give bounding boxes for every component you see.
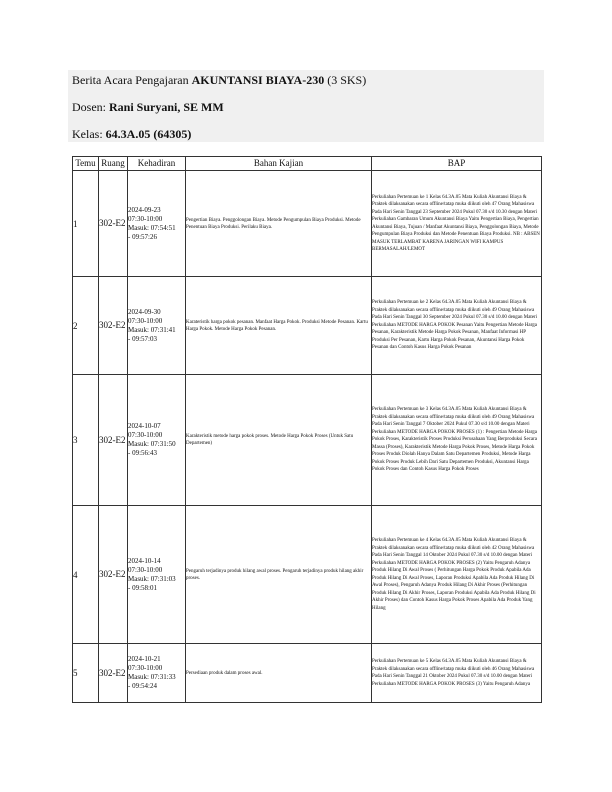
bap-text: Perkuliahan Pertemuan ke 3 Kelas 64.3A.05 Mata Kuliah Akuntansi Biaya & Praktek dilaksanakan secara offline/tatap muka diikuti oleh 49 Orang Mahasiswa Pada Hari Senin Tanggal 7 Oktober 2024 Pukul 07.30 s/d 10.00 dengan Materi Perkuliahan METODE HARGA POKOK PROSES (1) : Pengertian Metode Harga Pokok Proses, Karakteristik Proses Produksi Perusahaan Yang Berproduksi Secara Massa (Proses), Karakteristik Metode Harga Pokok Proses, Metode Harga Pokok Proses Produk Diolah Hanya Dalam Satu Departemen Produksi, Metode Harga Pokok Proses Produk Lebih Dari Satu Departemen Produksi, Akuntansi Harga Pokok Proses dan Contoh Kasus Harga Pokok Proses (372, 407, 537, 473)
cell-ruang: 302-E2 (99, 171, 128, 277)
class-code: 64.3A.05 (64305) (105, 127, 192, 141)
attendance-time: 07:30-10:00 (128, 565, 163, 574)
cell-kehadiran (128, 277, 186, 375)
header-kehadiran: Kehadiran (128, 157, 186, 171)
attendance-time: 07:30-10:00 (128, 664, 163, 672)
cell-temu: 1 (73, 171, 99, 277)
bap-text: Perkuliahan Pertemuan ke 4 Kelas 64.3A.05 Mata Kuliah Akuntansi Biaya & Praktek dilaksanakan secara offline/tatap muka diikuti oleh 42 Orang Mahasiswa Pada Hari Senin Tanggal 14 Oktober 2024 Pukul 07.30 s/d 10.00 dengan Materi Perkuliahan METODE HARGA POKOK PROSES (2) Yaitu Pengaruh Adanya Produk Hilang Di Awal Proses ( Perhitungan Harga Pokok Produk Apabila Ada Produk Hilang Di Awal Proses, Laporan Produksi Apabila Ada Produk Hilang Di Awal Proses), Pengaruh Adanya Produk Hilang Di Akhir Proses (Perhitungan Produk Hilang Di Akhir Proses, Laporan Produksi Apabila Ada Produk Hilang Di Akhir Proses) dan Contoh Kasus Harga Pokok Proses Apabila Ada Produk Yang Hilang (372, 538, 536, 611)
attendance-out: - 09:56:43 (128, 449, 157, 457)
attendance-in: Masuk: 07:31:03 (128, 574, 176, 583)
table-row (73, 375, 542, 506)
cell-ruang: 302-E2 (99, 644, 128, 703)
attendance-in: Masuk: 07:31:41 (128, 325, 176, 334)
table-row (73, 644, 542, 703)
lecturer-name: Rani Suryani, SE MM (109, 100, 224, 114)
attendance-time: 07:30-10:00 (128, 316, 163, 325)
cell-bahan-kajian: Persediaan produk dalam proses awal. (186, 644, 372, 703)
cell-kehadiran (128, 171, 186, 277)
attendance-time: 07:30-10:00 (128, 214, 163, 223)
teaching-record-table (72, 156, 542, 703)
attendance-date: 2024-10-21 (128, 655, 161, 663)
cell-bap (372, 644, 542, 703)
attendance-out: - 09:58:01 (128, 583, 157, 592)
attendance-out: - 09:57:26 (128, 232, 157, 241)
attendance-in: Masuk: 07:31:33 (128, 673, 176, 681)
class-line (72, 127, 191, 141)
cell-bap (372, 506, 542, 644)
title-prefix: Berita Acara Pengajaran (72, 73, 189, 87)
attendance-in: Masuk: 07:31:50 (128, 440, 176, 448)
cell-temu: 2 (73, 277, 99, 375)
cell-ruang: 302-E2 (99, 506, 128, 644)
course-sks: (3 SKS) (327, 73, 367, 87)
attendance-date: 2024-10-07 (128, 422, 161, 430)
cell-bap (372, 277, 542, 375)
cell-bahan-kajian: Karateristik harga pokok pesanan. Manfaat Harga Pokok. Produksi Metode Pesanan. Kartu Harga Pokok. Metode Harga Pokok Pesanan. (186, 277, 372, 375)
attendance-time: 07:30-10:00 (128, 431, 163, 439)
cell-temu: 5 (73, 644, 99, 703)
cell-bap (372, 171, 542, 277)
table-row (73, 506, 542, 644)
header-ruang: Ruang (99, 157, 128, 171)
header-bahan-kajian: Bahan Kajian (186, 157, 372, 171)
document-title (72, 73, 366, 87)
cell-temu: 4 (73, 506, 99, 644)
cell-kehadiran (128, 644, 186, 703)
attendance-date: 2024-09-30 (128, 307, 161, 316)
header-bap: BAP (372, 157, 542, 171)
table-row (73, 171, 542, 277)
cell-bahan-kajian: Pengertian Biaya. Penggolongan Biaya. Metode Pengumpulan Biaya Produksi. Metode Penentuan Biaya Produksi. Perilaku Biaya. (186, 171, 372, 277)
bap-text: Perkuliahan Pertemuan ke 2 Kelas 64.3A.05 Mata Kuliah Akuntansi Biaya & Praktek dilaksanakan secara offline/tatap muka diikuti oleh 49 Orang Mahasiswa Pada Hari Senin Tanggal 30 September 2024 Pukul 07.30 s/d 10.00 dengan Materi Perkuliahan METODE HARGA POKOK Pesanan Yaitu Pengertian Metode Harga Pesanan, Karakteristik Metode Harga Pokok Pesanan, Manfaat Informasi HP Produksi Per Pesanan, Kartu Harga Pokok Pesanan, Akuntansi Harga Pokok Pesanan dan Contoh Kasus Harga Pokok Pesanan (372, 300, 538, 351)
cell-kehadiran (128, 506, 186, 644)
table-row (73, 277, 542, 375)
cell-bahan-kajian: Pengaruh terjadinya produk hilang awal proses. Pengaruh terjadinya produk hilang akhir proses. (186, 506, 372, 644)
cell-kehadiran (128, 375, 186, 506)
cell-temu: 3 (73, 375, 99, 506)
lecturer-label: Dosen: (72, 100, 106, 114)
cell-ruang: 302-E2 (99, 375, 128, 506)
cell-bahan-kajian: Karakteristik metode harga pokok proses. Metode Harga Pokok Proses (Untuk Satu Departemen) (186, 375, 372, 506)
attendance-in: Masuk: 07:54:51 (128, 223, 176, 232)
header-temu: Temu (73, 157, 99, 171)
attendance-out: - 09:57:03 (128, 334, 157, 343)
class-label: Kelas: (72, 127, 103, 141)
bap-text: Perkuliahan Pertemuan ke 1 Kelas 64.3A.05 Mata Kuliah Akuntansi Biaya & Praktek dilaksanakan secara offline/tatap muka diikuti oleh 47 Orang Mahasiswa Pada Hari Senin Tanggal 23 September 2024 Pukul 07.30 s/d 10.30 dengan Materi Perkuliahan Gambaran Umum Akuntansi Biaya Yaitu Pengertian Biaya, Pengertian Akuntansi Biaya, Tujuan / Manfaat Akuntansi Biaya, Penggolongan Biaya, Metode Pengumpulan Biaya Produksi dan Metode Penentuan Biaya Produksi. NB : ABSEN MASUK TERLAMBAT KARENA JARINGAN WIFI KAMPUS BERMASALAH/LEMOT (372, 194, 540, 252)
attendance-date: 2024-09-23 (128, 205, 161, 214)
course-name: AKUNTANSI BIAYA-230 (191, 73, 325, 87)
lecturer-line (72, 100, 224, 114)
attendance-out: - 09:54:24 (128, 682, 157, 690)
cell-bap (372, 375, 542, 506)
bap-text: Perkuliahan Pertemuan ke 5 Kelas 64.3A.05 Mata Kuliah Akuntansi Biaya & Praktek dilaksanakan secara offline/tatap muka diikuti oleh 46 Orang Mahasiswa Pada Hari Senin Tanggal 21 Oktober 2024 Pukul 07.30 s/d 10.00 dengan Materi Perkuliahan METODE HARGA POKOK PROSES (3) Yaitu Pengaruh Adanya (372, 659, 535, 687)
table-header-row (73, 157, 542, 171)
cell-ruang: 302-E2 (99, 277, 128, 375)
attendance-date: 2024-10-14 (128, 556, 161, 565)
